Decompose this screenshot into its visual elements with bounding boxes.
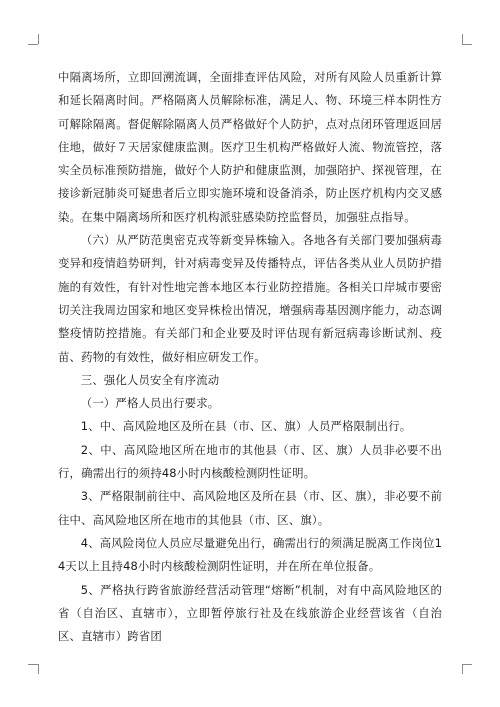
paragraph-isolation-management: 中隔离场所，立即回溯流调，全面排查评估风险，对所有风险人员重新计算和延长隔离时间。严格隔离人员解除标准，满足人、物、环境三样本阴性方可解除隔离。督促解除隔离人员严格做好个人防护，点对点闭环管理返回居住地，做好７天居家健康监测。医疗卫生机构严格做好人流、物流管控，落实全员标准预防措施，做好个人防护和健康监测，加强陪护、探视管理，在接诊新冠肺炎可疑患者后立即实施环境和设备消杀，防止医疗机构内交叉感染。在集中隔离场所和医疗机构派驻感染防控监督员，加强驻点指导。 <box>58 70 442 224</box>
crop-mark-top-left-h <box>28 44 38 45</box>
list-item-3: 3、严格限制前往中、高风险地区及所在县（市、区、旗），非必要不前往中、高风险地区所在地市的其他县（市、区、旗）。 <box>58 489 442 527</box>
list-item-1: 1、中、高风险地区及所在县（市、区、旗）人员严格限制出行。 <box>80 419 412 434</box>
paragraph-variant-prevention: （六）从严防范奥密克戎等新变异株输入。各地各有关部门要加强病毒变异和疫情趋势研判，针对病毒变异及传播特点，评估各类从业人员防护措施的有效性，有针对性地完善本地区本行业防控措施。各相关口岸城市要密切关注我周边国家和地区变异株检出情况，增强病毒基因测序能力，动态调整疫情防控措施。有关部门和企业要及时评估现有新冠病毒诊断试剂、疫苗、药物的有效性，做好相应研发工作。 <box>58 233 442 364</box>
section-heading: 三、强化人员安全有序流动 <box>80 372 220 387</box>
document-body <box>58 66 442 648</box>
crop-mark-top-left-v <box>38 34 39 44</box>
list-item-2: 2、中、高风险地区所在地市的其他县（市、区、旗）人员非必要不出行，确需出行的须持48小时内核酸检测阴性证明。 <box>58 442 442 481</box>
crop-mark-bottom-right-v <box>462 664 463 674</box>
crop-mark-bottom-left-v <box>38 664 39 674</box>
list-item-4: 4、高风险岗位人员应尽量避免出行，确需出行的须满足脱离工作岗位14天以上且持48小时内核酸检测阴性证明，并在所在单位报备。 <box>58 535 442 574</box>
subsection-heading: （一）严格人员出行要求。 <box>80 396 220 411</box>
crop-mark-bottom-right-h <box>462 664 472 665</box>
crop-mark-top-right-v <box>462 34 463 44</box>
crop-mark-bottom-left-h <box>28 664 38 665</box>
crop-mark-top-right-h <box>462 44 472 45</box>
list-item-5: 5、严格执行跨省旅游经营活动管理“熔断”机制，对有中高风险地区的省（自治区、直辖市），立即暂停旅行社及在线旅游企业经营该省（自治区、直辖市）跨省团 <box>58 582 442 644</box>
